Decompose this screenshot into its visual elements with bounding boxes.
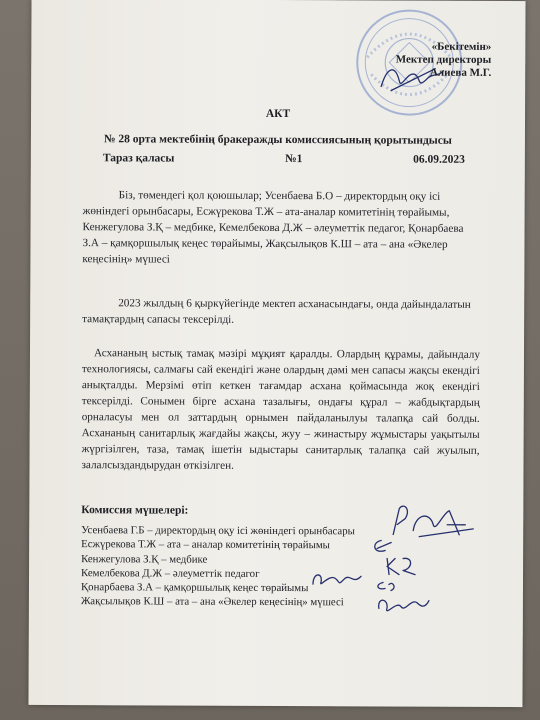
act-subtitle: № 28 орта мектебінің бракеражды комиссиясының қорытындысы bbox=[103, 133, 452, 147]
act-meta-row bbox=[103, 152, 465, 166]
member-signature-3-icon bbox=[309, 568, 365, 590]
approval-line-3: Алиева М.Г. bbox=[430, 66, 492, 79]
document-page bbox=[28, 0, 525, 707]
approval-line-2: Мектеп директоры bbox=[395, 53, 492, 66]
title-block bbox=[31, 107, 525, 147]
commission-title: Комиссия мүшелері: bbox=[81, 504, 189, 517]
member-item: Есжүрекова Т.Ж – ата – аналар комитетінің төрайымы bbox=[81, 538, 330, 552]
commission-members-list bbox=[81, 523, 355, 610]
member-item: Кемелбекова Д.Ж – әлеуметтік педагог bbox=[81, 567, 260, 580]
member-item: Қонарбаева З.А – қамқоршылық кеңес төрайымы bbox=[80, 581, 309, 595]
act-city: Тараз қаласы bbox=[102, 152, 175, 165]
approval-block bbox=[396, 41, 492, 80]
act-title: АКТ bbox=[265, 107, 291, 121]
member-item: Кенжегулова З.Қ – медбике bbox=[81, 552, 208, 566]
paragraph-inspection: 2023 жылдың 6 қыркүйегінде мектеп асханасындағы, онда дайындалатын тамақтардың сапасы тексерілді. bbox=[82, 297, 471, 326]
paragraph-findings: Асхананың ыстық тамақ мәзірі мұқият қаралды. Олардың құрамы, дайындалу технологиясы, салмағы сай екендігі және олардың дәмі мен сапасы жақсы екендігі анықталды. Мерзімі өтіп кеткен тағамдар асхана қоймасында жоқ екендігі тексерілді. Сонымен бірге асхана тазалығы, ондағы құрал – жабдықтардың орналасуы мен ол заттардың орнымен пайдаланылуы талапқа сай болды. Асхананың санитарлық жағдайы жақсы, жуу – жинастыру жұмыстары уақытылы жүргізілген, таза, тамақ ішетін ыдыстары санитарлық талапқа сай жуылып, залалсыздандырудан өткізілген. bbox=[81, 347, 481, 472]
member-signature-4-icon bbox=[371, 578, 431, 618]
paragraph-signatories: Біз, төмендегі қол қоюшылар; Усенбаева Б.О – директордың оқу ісі жөніндегі орынбасары, Есжүрекова Т.Ж – ата-аналар комитетінің төрайымы, Кенжегулова З.Қ – медбике, Кемелбекова Д.Ж – әлеуметтік педагог, Қонарбаева З.А – қамқоршылық кеңес төрайымы, Жақсылықов К.Ш – ата – ана «Әкелер кеңесінің» мүшесі bbox=[82, 189, 464, 266]
member-signature-2-icon bbox=[367, 534, 423, 578]
act-number: №1 bbox=[285, 153, 303, 166]
approval-line-1: «Бекітемін» bbox=[431, 40, 492, 53]
act-date: 06.09.2023 bbox=[413, 153, 465, 166]
member-item: Жақсылықов К.Ш – ата – ана «Әкелер кеңесінің» мүшесі bbox=[80, 595, 344, 609]
member-item: Усенбаева Г.Б – директордың оқу ісі жөніндегі орынбасары bbox=[81, 524, 355, 538]
